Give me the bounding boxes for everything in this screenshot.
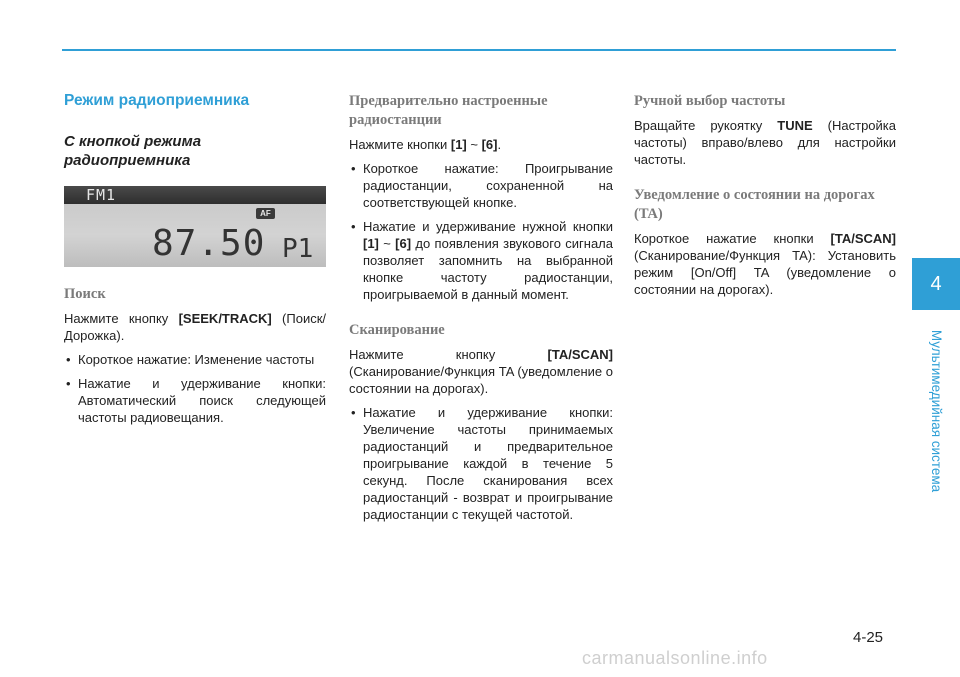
preset-intro-post: . bbox=[497, 137, 502, 152]
ta-text-pre: Короткое нажатие кнопки bbox=[634, 231, 831, 246]
watermark: carmanualsonline.info bbox=[582, 648, 768, 668]
preset-item2-key-1: [1] bbox=[363, 236, 379, 251]
tune-key: TUNE bbox=[777, 118, 813, 133]
seek-list bbox=[64, 351, 326, 426]
ta-text bbox=[634, 230, 896, 298]
scan-list bbox=[349, 404, 613, 523]
top-divider bbox=[62, 49, 896, 51]
display-preset: P1 bbox=[282, 234, 314, 264]
seek-intro-text: Нажмите кнопку bbox=[64, 311, 179, 326]
scan-intro bbox=[349, 346, 613, 397]
column-1 bbox=[64, 92, 326, 426]
list-item bbox=[349, 218, 613, 303]
page-number: 4-25 bbox=[853, 629, 884, 646]
manual-tune-heading: Ручной выбор частоты bbox=[634, 93, 786, 109]
column-3 bbox=[634, 92, 896, 298]
ta-key: [TA/SCAN] bbox=[830, 231, 896, 246]
preset-key-1: [1] bbox=[450, 137, 467, 152]
section-title: Режим радиоприемника bbox=[64, 92, 250, 109]
display-frequency: 87.50 bbox=[152, 223, 266, 264]
seek-heading: Поиск bbox=[64, 286, 106, 302]
scan-heading: Сканирование bbox=[349, 322, 445, 338]
chapter-tab: 4 bbox=[912, 258, 960, 310]
manual-text-post: (Настройка частоты) вправо/влево для настройки частоты. bbox=[634, 118, 896, 167]
preset-tilde: ~ bbox=[466, 137, 482, 152]
manual-tune-text bbox=[634, 117, 896, 168]
section-subtitle: С кнопкой режима радиоприемника bbox=[64, 133, 202, 169]
radio-display-image bbox=[64, 186, 326, 267]
list-item: • Нажатие и удерживание кнопки: Автоматический поиск следующей частоты радиовещания. bbox=[64, 375, 326, 426]
manual-text: Вращайте рукоятку bbox=[634, 118, 778, 133]
scan-key: [TA/SCAN] bbox=[547, 347, 613, 362]
scan-intro-post: (Сканирование/Функция TA (уведомление о состоянии на дорогах). bbox=[349, 364, 613, 396]
ta-heading: Уведомление о состоянии на дорогах (TA) bbox=[634, 187, 875, 222]
preset-item2-key-6: [6] bbox=[395, 236, 412, 251]
seek-intro-post: (Поиск/Дорожка). bbox=[64, 311, 327, 343]
preset-item2-post: до появления звукового сигнала позволяет запомнить на выбранной кнопке частоту радиостанции, проигрываемой в данный момент. bbox=[363, 236, 613, 302]
list-item: • Короткое нажатие: Проигрывание радиостанции, сохраненной на соответствующей кнопке. bbox=[349, 160, 613, 211]
seek-intro bbox=[64, 310, 326, 344]
preset-heading: Предварительно настроенные радиостанции bbox=[349, 93, 548, 128]
preset-key-6: [6] bbox=[481, 137, 498, 152]
preset-intro bbox=[349, 136, 613, 153]
ta-text-post: (Сканирование/Функция TA): Установить режим [On/Off] TA (уведомление о состоянии на дорогах). bbox=[634, 248, 896, 297]
preset-intro-text: Нажмите кнопки bbox=[349, 137, 451, 152]
display-af-badge: AF bbox=[256, 208, 275, 219]
preset-item2-text: Нажатие и удерживание нужной кнопки bbox=[363, 219, 613, 234]
preset-item2-tilde: ~ bbox=[378, 236, 396, 251]
scan-intro-text: Нажмите кнопку bbox=[349, 347, 548, 362]
seek-key: [SEEK/TRACK] bbox=[178, 311, 272, 326]
column-2 bbox=[349, 92, 613, 523]
chapter-title: Мультимедийная система bbox=[929, 329, 944, 493]
display-band-label: FM1 bbox=[86, 186, 117, 204]
list-item: • Короткое нажатие: Изменение частоты bbox=[64, 351, 326, 368]
list-item: • Нажатие и удерживание кнопки: Увеличение частоты принимаемых радиостанций и предварительное проигрывание каждой в течение 5 секунд. После сканирования всех радиостанций - возврат и проигрывание радиостанции с текущей частотой. bbox=[349, 404, 613, 523]
preset-list bbox=[349, 160, 613, 303]
